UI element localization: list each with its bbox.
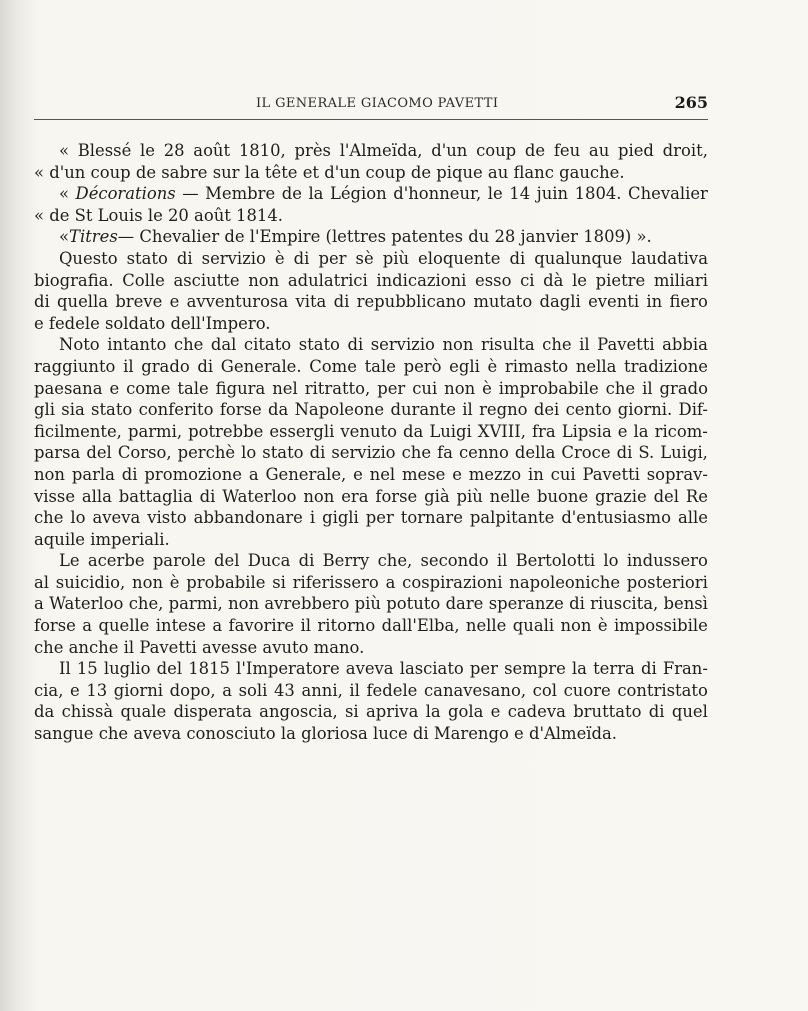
text-line: al suicidio, non è probabile si riferissero a cospirazioni napoleoniche posteriori bbox=[34, 572, 708, 592]
text-line: raggiunto il grado di Generale. Come tale però egli è rimasto nella tradizione bbox=[34, 356, 708, 376]
text-line: ficilmente, parmi, potrebbe essergli venuto da Luigi XVIII, fra Lipsia e la ricom- bbox=[34, 421, 708, 441]
text-line: parsa del Corso, perchè lo stato di servizio che fa cenno della Croce di S. Luigi, bbox=[34, 443, 708, 463]
page-header bbox=[34, 93, 708, 120]
text-line: « d'un coup de sabre sur la tête et d'un coup de pique au flanc gauche. bbox=[34, 162, 625, 182]
text-line: da chissà quale disperata angoscia, si apriva la gola e cadeva bruttato di quel bbox=[34, 702, 708, 722]
text-line: paesana e come tale figura nel ritratto, per cui non è improbabile che il grado bbox=[34, 378, 708, 398]
text-line: « de St Louis le 20 août 1814. bbox=[34, 205, 283, 225]
page-number: 265 bbox=[674, 93, 708, 112]
text-line: « Titres — Chevalier de l'Empire (lettres patentes du 28 janvier 1809) ». bbox=[59, 227, 652, 247]
text-line: sangue che aveva conosciuto la gloriosa luce di Marengo e d'Almeïda. bbox=[34, 724, 618, 744]
running-head: IL GENERALE GIACOMO PAVETTI bbox=[256, 96, 499, 111]
text-line: cia, e 13 giorni dopo, a soli 43 anni, il fedele canavesano, col cuore contristato bbox=[34, 680, 708, 700]
body-text bbox=[34, 140, 708, 745]
text-line: e fedele soldato dell'Impero. bbox=[34, 313, 271, 333]
text-line: gli sia stato conferito forse da Napoleone durante il regno dei cento giorni. Dif- bbox=[34, 400, 708, 420]
text-line: che lo aveva visto abbandonare i gigli per tornare palpitante d'entusiasmo alle bbox=[34, 508, 708, 528]
text-line: visse alla battaglia di Waterloo non era forse già più nelle buone grazie del Re bbox=[34, 486, 708, 506]
text-line: a Waterloo che, parmi, non avrebbero più potuto dare speranze di riuscita, bensì bbox=[34, 594, 708, 614]
text-line: che anche il Pavetti avesse avuto mano. bbox=[34, 637, 365, 657]
text-line: di quella breve e avventurosa vita di repubblicano mutato dagli eventi in fiero bbox=[34, 292, 708, 312]
text-line: « Blessé le 28 août 1810, près l'Almeïda, d'un coup de feu au pied droit, bbox=[59, 141, 708, 160]
text-line: aquile imperiali. bbox=[34, 529, 170, 549]
text-line: biografia. Colle asciutte non adulatrici indicazioni esso ci dà le pietre miliari bbox=[34, 270, 708, 290]
text-line: Questo stato di servizio è di per sè più eloquente di qualunque laudativa bbox=[59, 248, 708, 268]
text-line: « Décorations — Membre de la Légion d'honneur, le 14 juin 1804. Chevalier bbox=[59, 184, 708, 204]
text-line: Il 15 luglio del 1815 l'Imperatore aveva lasciato per sempre la terra di Fran- bbox=[59, 659, 708, 679]
text-line: non parla di promozione a Generale, e nel mese e mezzo in cui Pavetti soprav- bbox=[34, 464, 708, 484]
text-line: forse a quelle intese a favorire il ritorno dall'Elba, nelle quali non è impossibile bbox=[34, 616, 708, 636]
text-line: Noto intanto che dal citato stato di servizio non risulta che il Pavetti abbia bbox=[59, 335, 708, 355]
text-line: Le acerbe parole del Duca di Berry che, secondo il Bertolotti lo indussero bbox=[59, 551, 708, 571]
